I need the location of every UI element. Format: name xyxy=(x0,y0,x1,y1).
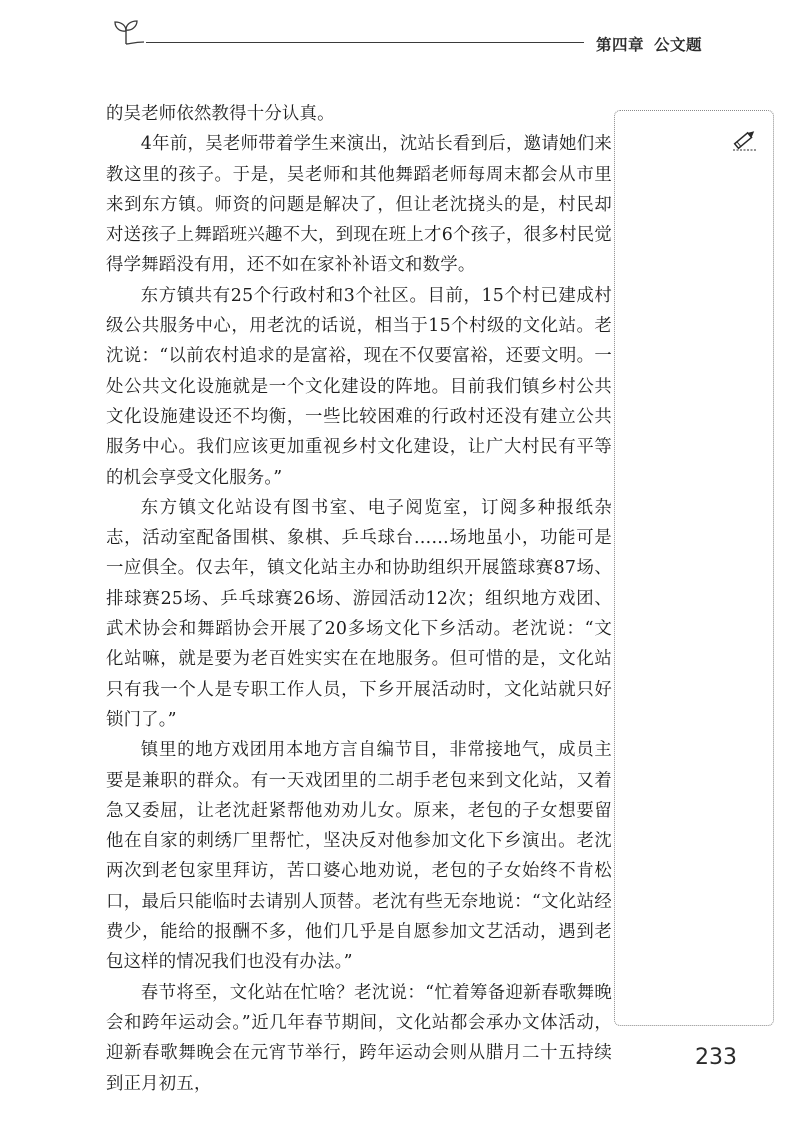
paragraph: 4年前，吴老师带着学生来演出，沈站长看到后，邀请她们来教这里的孩子。于是，吴老师和其他舞蹈老师每周末都会从市里来到东方镇。师资的问题是解决了，但让老沈挠头的是，村民却对送孩子上舞蹈班兴趣不大，到现在班上才6个孩子，很多村民觉得学舞蹈没有用，还不如在家补补语文和数学。 xyxy=(106,134,612,276)
paragraph: 镇里的地方戏团用本地方言自编节目，非常接地气，成员主要是兼职的群众。有一天戏团里的二胡手老包来到文化站，又着急又委屈，让老沈赶紧帮他劝劝儿女。原来，老包的子女想要留他在自家的刺绣厂里帮忙，坚决反对他参加文化下乡演出。老沈两次到老包家里拜访，苦口婆心地劝说，老包的子女始终不肯松口，最后只能临时去请别人顶替。老沈有些无奈地说：“文化站经费少，能给的报酬不多，他们几乎是自愿参加文艺活动，遇到老包这样的情况我们也没有办法。” xyxy=(106,740,612,973)
page-header xyxy=(0,0,800,60)
body-text xyxy=(106,99,612,1099)
sprout-icon xyxy=(108,18,144,46)
paragraph: 东方镇共有25个行政村和3个社区。目前，15个村已建成村级公共服务中心，用老沈的话说，相当于15个村级的文化站。老沈说：“以前农村追求的是富裕，现在不仅要富裕，还要文明。一处公共文化设施就是一个文化建设的阵地。目前我们镇乡村公共文化设施建设还不均衡，一些比较困难的行政村还没有建立公共服务中心。我们应该更加重视乡村文化建设，让广大村民有平等的机会享受文化服务。” xyxy=(106,285,612,488)
page-number: 233 xyxy=(695,1045,737,1070)
chapter-name: 公文题 xyxy=(654,36,703,54)
paragraph: 春节将至，文化站在忙啥？老沈说：“忙着筹备迎新春歌舞晚会和跨年运动会。”近几年春节期间，文化站都会承办文体活动，迎新春歌舞晚会在元宵节举行，跨年运动会则从腊月二十五持续到正月初五， xyxy=(106,982,612,1094)
pencil-icon xyxy=(731,125,759,153)
paragraph: 的吴老师依然教得十分认真。 xyxy=(106,104,335,124)
notes-panel xyxy=(614,110,774,1026)
chapter-title xyxy=(596,33,702,55)
paragraph: 东方镇文化站设有图书室、电子阅览室，订阅多种报纸杂志，活动室配备围棋、象棋、乒乓球台……场地虽小，功能可是一应俱全。仅去年，镇文化站主办和协助组织开展篮球赛87场、排球赛25场、乒乓球赛26场、游园活动12次；组织地方戏团、武术协会和舞蹈协会开展了20多场文化下乡活动。老沈说：“文化站嘛，就是要为老百姓实实在在地服务。但可惜的是，文化站只有我一个人是专职工作人员，下乡开展活动时，文化站就只好锁门了。” xyxy=(106,497,612,730)
chapter-number: 第四章 xyxy=(596,36,645,54)
header-rule xyxy=(146,42,584,43)
